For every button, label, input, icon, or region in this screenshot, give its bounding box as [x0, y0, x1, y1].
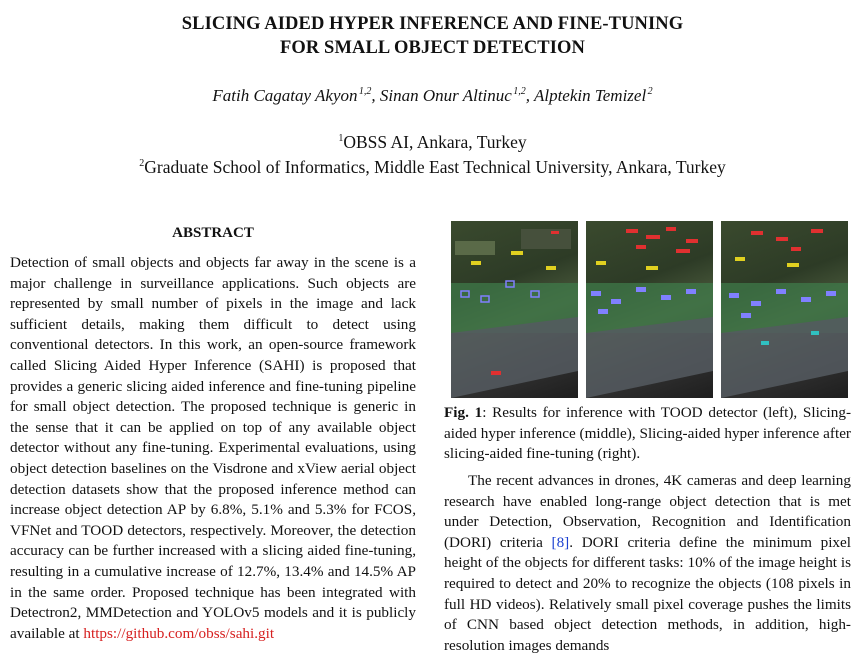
- figure-caption: [444, 403, 851, 465]
- title-line-2: FOR SMALL OBJECT DETECTION: [279, 38, 585, 58]
- intro-text-1: The recent advances in drones, 4K cameras and deep learning research have enabled long-range object detection that is met under Detection, Observation, Recognition and Identification (DORI) criteria: [444, 472, 851, 551]
- affiliation-sup: 1: [338, 133, 344, 144]
- intro-text-2: . DORI criteria define the minimum pixel height of the objects for different tasks: 10% of the image height is required to detect and 20% to recognize the objects (108 pixels in full HD videos). Relatively small pixel coverage pushes the limits of CNN based object detection methods, in addition, high-resolution images demands: [444, 533, 851, 654]
- affiliation-text: OBSS AI, Ankara, Turkey: [343, 132, 527, 152]
- figure-panel-right: [721, 221, 848, 398]
- aerial-image-left: [451, 221, 578, 398]
- figure-caption-text: : Results for inference with TOOD detector (left), Slicing-aided hyper inference (middle), Slicing-aided hyper inference after slicing-aided fine-tuning (right).: [444, 404, 851, 463]
- citation-link[interactable]: [8]: [551, 533, 570, 551]
- paper-title: [0, 12, 865, 60]
- aerial-image-right: [721, 221, 848, 398]
- author-name: Alptekin Temizel: [533, 86, 647, 105]
- author-separator: ,: [525, 86, 534, 105]
- affiliation-1: [0, 131, 865, 153]
- abstract-heading: ABSTRACT: [172, 225, 254, 241]
- author-name: Fatih Cagatay Akyon: [212, 86, 358, 105]
- affiliation-sup: 2: [139, 158, 145, 169]
- author-affil-sup: 1,2: [513, 86, 526, 97]
- intro-paragraph: [444, 471, 851, 656]
- affiliation-2: [0, 156, 865, 178]
- figure-label: Fig. 1: [444, 404, 483, 421]
- author-affil-sup: 2: [647, 86, 653, 97]
- figure-panel-middle: [586, 221, 713, 398]
- aerial-image-middle: [586, 221, 713, 398]
- author-separator: ,: [371, 86, 380, 105]
- github-link[interactable]: https://github.com/obss/sahi.git: [83, 624, 275, 642]
- figure-1: [451, 221, 848, 398]
- author-name: Sinan Onur Altinuc: [379, 86, 512, 105]
- author-affil-sup: 1,2: [358, 86, 372, 97]
- title-line-1: SLICING AIDED HYPER INFERENCE AND FINE-TUNING: [181, 14, 684, 34]
- abstract-text: Detection of small objects and objects far away in the scene is a major challenge in surveillance applications. Such objects are represented by small number of pixels in the image and lack sufficient details, making them difficult to detect using conventional detectors. In this work, an open-source framework called Slicing Aided Hyper Inference (SAHI) is proposed that provides a generic slicing aided inference and fine-tuning pipeline for small object detection. The proposed technique is generic in the sense that it can be applied on top of any available object detector without any fine-tuning. Experimental evaluations, using object detection baselines on the Visdrone and xView aerial object detection datasets show that the proposed inference method can increase object detection AP by 6.8%, 5.1% and 5.3% for FCOS, VFNet and TOOD detectors, respectively. Moreover, the detection accuracy can be further increased with a slicing aided fine-tuning, resulting in a cumulative increase of 12.7%, 13.4% and 14.5% AP in the same order. Proposed technique has been integrated with Detectron2, MMDetection and YOLOv5 models and it is publicly available at: [10, 254, 416, 642]
- author-list: [0, 85, 865, 107]
- abstract-body: [10, 253, 416, 644]
- figure-panel-left: [451, 221, 578, 398]
- affiliation-text: Graduate School of Informatics, Middle East Technical University, Ankara, Turkey: [144, 157, 726, 177]
